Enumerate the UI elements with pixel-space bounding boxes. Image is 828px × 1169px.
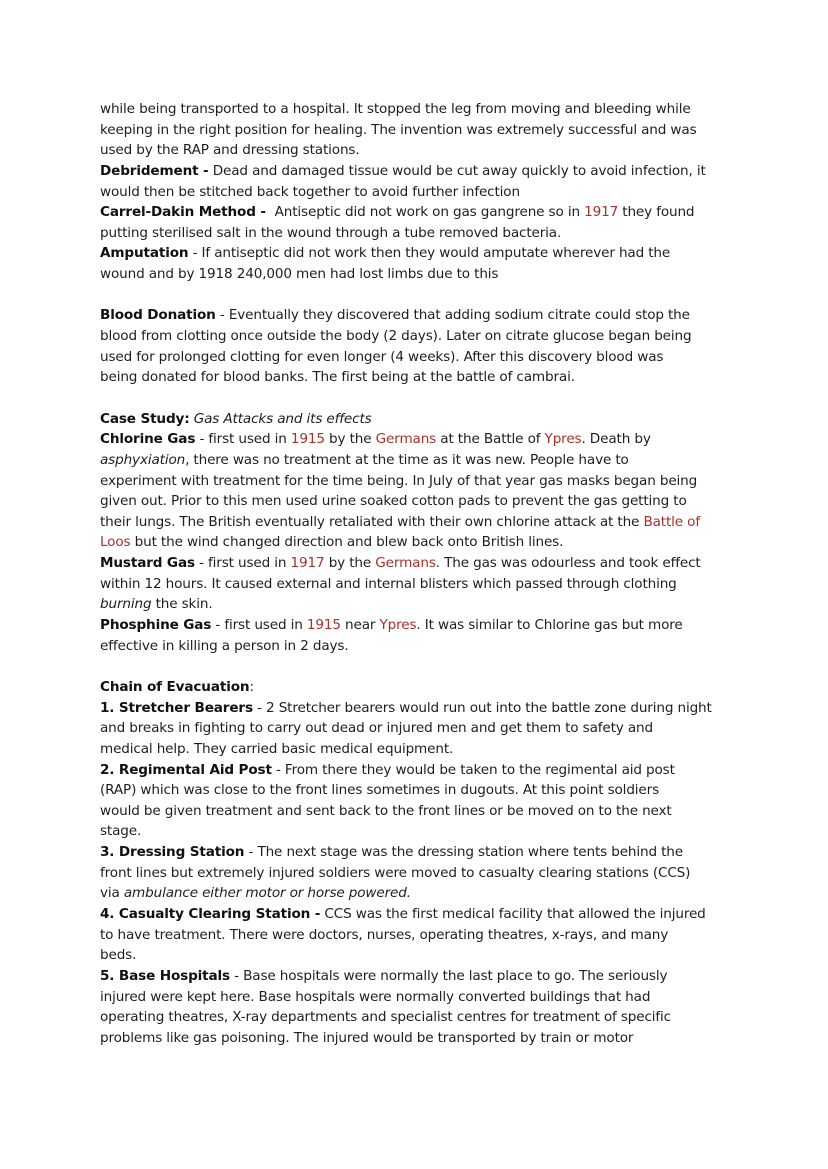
text-line: [100, 904, 740, 925]
bold-heading: Chlorine Gas: [100, 431, 196, 448]
text-line: [100, 305, 740, 326]
text-line: [100, 945, 740, 966]
text-line: [100, 760, 740, 781]
bold-heading: Mustard Gas: [100, 555, 195, 572]
text-line: [100, 429, 740, 450]
body-text: CCS was the first medical facility that allowed the injured: [320, 905, 706, 922]
text-line: [100, 409, 740, 430]
text-line: [100, 801, 740, 822]
highlighted-term: 1917: [584, 204, 619, 221]
bold-heading: 2. Regimental Aid Post: [100, 761, 272, 778]
text-line: [100, 966, 740, 987]
body-text: used by the RAP and dressing stations.: [100, 142, 360, 159]
body-text: would then be stitched back together to avoid further infection: [100, 183, 520, 200]
bold-heading: 3. Dressing Station: [100, 844, 245, 861]
blank-line: [100, 388, 740, 409]
highlighted-term: 1917: [290, 555, 325, 572]
body-text: wound and by 1918 240,000 men had lost limbs due to this: [100, 266, 499, 283]
body-text: beds.: [100, 947, 137, 964]
italic-text: asphyxiation: [100, 451, 186, 468]
body-text: - first used in: [211, 617, 307, 634]
highlighted-term: Germans: [375, 431, 437, 448]
blank-line: [100, 656, 740, 677]
bold-heading: Blood Donation: [100, 307, 216, 324]
text-line: [100, 863, 740, 884]
body-text: while being transported to a hospital. It stopped the leg from moving and bleeding while: [100, 101, 691, 117]
bold-heading: Chain of Evacuation: [100, 678, 250, 695]
text-line: [100, 471, 740, 492]
body-text: they found: [618, 204, 695, 221]
body-text: - 2 Stretcher bearers would run out into the battle zone during night: [252, 699, 712, 716]
text-line: [100, 512, 740, 533]
highlighted-term: 1915: [306, 617, 341, 634]
body-text: Dead and damaged tissue would be cut away quickly to avoid infection, it: [208, 162, 706, 179]
text-line: [100, 264, 740, 285]
text-line: [100, 1028, 740, 1049]
body-text: - first used in: [194, 555, 291, 572]
highlighted-term: Ypres: [544, 431, 582, 448]
text-line: [100, 594, 740, 615]
bold-heading: 4. Casualty Clearing Station -: [100, 905, 321, 922]
body-text: but the wind changed direction and blew back onto British lines.: [130, 534, 564, 551]
body-text: (RAP) which was close to the front lines sometimes in dugouts. At this point soldiers: [100, 782, 660, 799]
italic-text: burning: [100, 596, 152, 613]
text-line: [100, 99, 740, 120]
body-text: blood from clotting once outside the body (2 days). Later on citrate glucose began being: [100, 328, 692, 345]
body-text: medical help. They carried basic medical equipment.: [100, 740, 454, 757]
highlighted-term: Loos: [100, 534, 131, 551]
body-text: - first used in: [195, 431, 291, 448]
body-text: . The gas was odourless and took effect: [435, 555, 701, 572]
bold-heading: Carrel-Dakin Method -: [100, 204, 271, 221]
text-line: [100, 326, 740, 347]
body-text: . Death by: [581, 431, 651, 448]
text-line: [100, 698, 740, 719]
body-text: and breaks in fighting to carry out dead or injured men and get them to safety and: [100, 720, 653, 737]
text-line: [100, 739, 740, 760]
text-line: [100, 574, 740, 595]
text-line: [100, 553, 740, 574]
bold-heading: 5. Base Hospitals: [100, 967, 231, 984]
body-text: used for prolonged clotting for even longer (4 weeks). After this discovery blood was: [100, 348, 664, 365]
text-line: [100, 842, 740, 863]
body-text: :: [249, 678, 254, 695]
body-text: via: [100, 885, 124, 902]
body-text: their lungs. The British eventually retaliated with their own chlorine attack at the: [100, 513, 644, 530]
bold-heading: Amputation: [100, 245, 189, 262]
text-line: [100, 120, 740, 141]
text-line: [100, 223, 740, 244]
text-line: [100, 161, 740, 182]
text-line: [100, 202, 740, 223]
text-line: [100, 450, 740, 471]
body-text: near: [340, 617, 380, 634]
highlighted-term: Ypres: [379, 617, 417, 634]
body-text: stage.: [100, 823, 142, 840]
body-text: experiment with treatment for the time being. In July of that year gas masks began being: [100, 472, 698, 489]
highlighted-term: 1915: [290, 431, 325, 448]
text-line: [100, 677, 740, 698]
text-line: [100, 1007, 740, 1028]
italic-text: ambulance either motor or horse powered.: [123, 885, 411, 902]
body-text: being donated for blood banks. The first being at the battle of cambrai.: [100, 369, 575, 386]
body-text: to have treatment. There were doctors, nurses, operating theatres, x-rays, and many: [100, 926, 669, 943]
text-line: [100, 347, 740, 368]
bold-heading: 1. Stretcher Bearers: [100, 699, 253, 716]
bold-heading: Debridement -: [100, 162, 209, 179]
text-line: [100, 243, 740, 264]
blank-line: [100, 285, 740, 306]
highlighted-term: Battle of: [643, 513, 700, 530]
text-line: [100, 182, 740, 203]
text-line: [100, 883, 740, 904]
text-line: [100, 925, 740, 946]
bold-heading: Case Study:: [100, 410, 190, 427]
text-line: [100, 821, 740, 842]
body-text: keeping in the right position for healing. The invention was extremely successful and was: [100, 121, 697, 138]
body-text: the skin.: [151, 596, 213, 613]
body-text: operating theatres, X-ray departments and specialist centres for treatment of specific: [100, 1009, 671, 1026]
text-line: [100, 615, 740, 636]
body-text: , there was no treatment at the time as it was new. People have to: [185, 451, 629, 468]
body-text: putting sterilised salt in the wound through a tube removed bacteria.: [100, 224, 562, 241]
body-text: front lines but extremely injured soldiers were moved to casualty clearing stations (CCS): [100, 864, 691, 881]
body-text: given out. Prior to this men used urine soaked cotton pads to prevent the gas getting to: [100, 493, 687, 510]
highlighted-term: Germans: [375, 555, 436, 572]
text-line: [100, 491, 740, 512]
text-line: [100, 780, 740, 801]
body-text: - The next stage was the dressing station where tents behind the: [244, 844, 683, 861]
body-text: effective in killing a person in 2 days.: [100, 637, 349, 654]
document-page: [100, 99, 740, 1048]
text-line: [100, 140, 740, 161]
body-text: within 12 hours. It caused external and internal blisters which passed through clothing: [100, 575, 677, 592]
body-text: - If antiseptic did not work then they would amputate wherever had the: [188, 245, 671, 262]
body-text: - Base hospitals were normally the last place to go. The seriously: [230, 967, 668, 984]
body-text: problems like gas poisoning. The injured would be transported by train or motor: [100, 1029, 634, 1046]
italic-text: Gas Attacks and its effects: [189, 410, 372, 427]
bold-heading: Phosphine Gas: [100, 617, 212, 634]
text-line: [100, 718, 740, 739]
body-text: Antiseptic did not work on gas gangrene so in: [270, 204, 585, 221]
body-text: would be given treatment and sent back to the front lines or be moved on to the next: [100, 802, 672, 819]
body-text: . It was similar to Chlorine gas but more: [416, 617, 683, 634]
body-text: - Eventually they discovered that adding sodium citrate could stop the: [215, 307, 690, 324]
body-text: by the: [324, 555, 376, 572]
body-text: injured were kept here. Base hospitals were normally converted buildings that had: [100, 988, 651, 1005]
text-line: [100, 636, 740, 657]
body-text: at the Battle of: [436, 431, 545, 448]
text-line: [100, 532, 740, 553]
text-line: [100, 367, 740, 388]
body-text: by the: [324, 431, 376, 448]
text-line: [100, 987, 740, 1008]
body-text: - From there they would be taken to the regimental aid post: [271, 761, 675, 778]
